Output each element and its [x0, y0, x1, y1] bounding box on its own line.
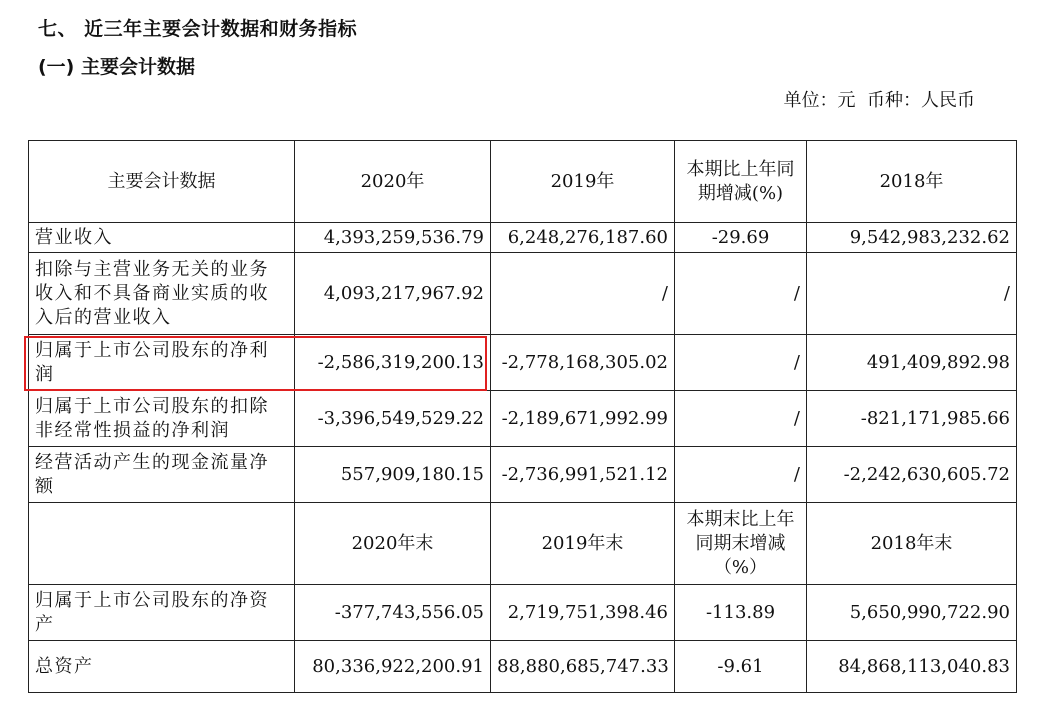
unit-currency-note: 单位：元 币种：人民币: [783, 90, 975, 111]
value-change: /: [675, 335, 807, 391]
header-2020-end: 2020年末: [295, 503, 491, 585]
table-row: [29, 253, 1017, 335]
value-2018: -2,242,630,605.72: [807, 447, 1017, 503]
row-label: 营业收入: [29, 223, 295, 253]
value-2019: 2,719,751,398.46: [491, 585, 675, 641]
value-2019: /: [491, 253, 675, 335]
row-label: 归属于上市公司股东的净资产: [29, 585, 295, 641]
value-change: -9.61: [675, 641, 807, 693]
value-2020: 80,336,922,200.91: [295, 641, 491, 693]
value-2018: 5,650,990,722.90: [807, 585, 1017, 641]
value-2019: 6,248,276,187.60: [491, 223, 675, 253]
value-change: /: [675, 253, 807, 335]
value-change: /: [675, 447, 807, 503]
value-2018: 9,542,983,232.62: [807, 223, 1017, 253]
value-change: -113.89: [675, 585, 807, 641]
value-2018: 491,409,892.98: [807, 335, 1017, 391]
accounting-data-table: [28, 140, 1017, 693]
value-2020: 4,393,259,536.79: [295, 223, 491, 253]
value-2020: -3,396,549,529.22: [295, 391, 491, 447]
table-row: [29, 585, 1017, 641]
header-2020: 2020年: [295, 141, 491, 223]
row-label: 经营活动产生的现金流量净额: [29, 447, 295, 503]
value-2018: /: [807, 253, 1017, 335]
table-row: [29, 641, 1017, 693]
value-2019: 88,880,685,747.33: [491, 641, 675, 693]
value-2020: 557,909,180.15: [295, 447, 491, 503]
table-header-row: [29, 141, 1017, 223]
value-2019: -2,736,991,521.12: [491, 447, 675, 503]
section-heading: 七、 近三年主要会计数据和财务指标: [38, 18, 358, 40]
value-2020: 4,093,217,967.92: [295, 253, 491, 335]
header-item: 主要会计数据: [29, 141, 295, 223]
table-row: [29, 335, 1017, 391]
header-item: [29, 503, 295, 585]
header-change: 本期比上年同期增减(%): [675, 141, 807, 223]
header-2018-end: 2018年末: [807, 503, 1017, 585]
value-2018: 84,868,113,040.83: [807, 641, 1017, 693]
value-2018: -821,171,985.66: [807, 391, 1017, 447]
header-change-end: 本期末比上年同期末增减（%）: [675, 503, 807, 585]
subsection-heading: (一) 主要会计数据: [38, 56, 195, 78]
table-row: [29, 447, 1017, 503]
value-2019: -2,189,671,992.99: [491, 391, 675, 447]
value-2020: -2,586,319,200.13: [295, 335, 491, 391]
value-2020: -377,743,556.05: [295, 585, 491, 641]
table-header-row: [29, 503, 1017, 585]
row-label: 归属于上市公司股东的扣除非经常性损益的净利润: [29, 391, 295, 447]
row-label: 扣除与主营业务无关的业务收入和不具备商业实质的收入后的营业收入: [29, 253, 295, 335]
table-row: [29, 223, 1017, 253]
table-row: [29, 391, 1017, 447]
header-2019-end: 2019年末: [491, 503, 675, 585]
value-change: /: [675, 391, 807, 447]
header-2018: 2018年: [807, 141, 1017, 223]
header-2019: 2019年: [491, 141, 675, 223]
row-label: 归属于上市公司股东的净利润: [29, 335, 295, 391]
value-2019: -2,778,168,305.02: [491, 335, 675, 391]
value-change: -29.69: [675, 223, 807, 253]
row-label: 总资产: [29, 641, 295, 693]
